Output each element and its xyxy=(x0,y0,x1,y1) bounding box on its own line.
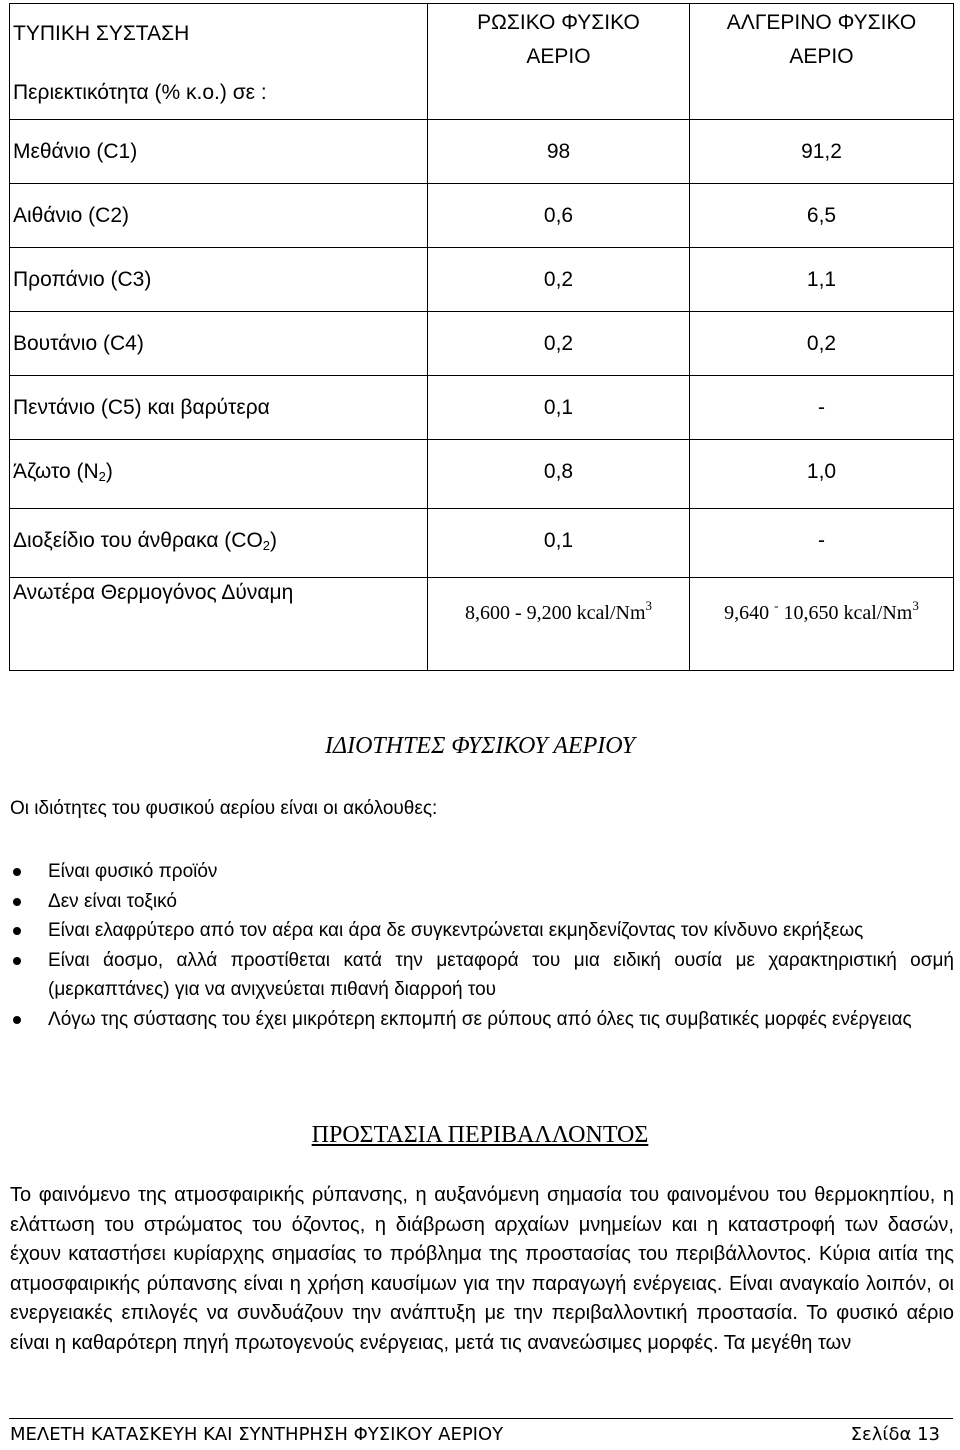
bullet-icon xyxy=(13,1016,21,1024)
row-label-subscript: 2 xyxy=(262,538,271,553)
table-row xyxy=(10,376,954,440)
row-label-close: ) xyxy=(270,529,278,552)
row-label: Αιθάνιο (C2) xyxy=(10,184,428,248)
russian-heating-value xyxy=(428,578,690,671)
algerian-value: 0,2 xyxy=(690,312,954,376)
row-label: Μεθάνιο (C1) xyxy=(10,120,428,184)
header-cell-algerian xyxy=(690,4,954,120)
row-label-text: Διοξείδιο του άνθρακα (CO xyxy=(13,529,263,552)
row-label xyxy=(10,440,428,509)
properties-title: ΙΔΙΟΤΗΤΕΣ ΦΥΣΙΚΟΥ ΑΕΡΙΟΥ xyxy=(325,733,635,759)
table-header-row xyxy=(10,4,954,120)
algerian-heating-value xyxy=(690,578,954,671)
header-russian-line1: ΡΩΣΙΚΟ ΦΥΣΙΚΟ xyxy=(477,11,640,34)
table-row-heating-value xyxy=(10,578,954,671)
footer-page-number: Σελίδα 13 xyxy=(850,1424,940,1445)
list-item-text: Είναι φυσικό προϊόν xyxy=(48,861,218,882)
table-row xyxy=(10,440,954,509)
algerian-heating-text-b: 10,650 kcal/Nm xyxy=(778,602,913,624)
list-item xyxy=(10,887,954,917)
row-label-text: Άζωτο (N xyxy=(13,460,99,483)
row-label xyxy=(10,509,428,578)
russian-value: 98 xyxy=(428,120,690,184)
composition-table xyxy=(9,3,954,671)
header-algerian-line1: ΑΛΓΕΡΙΝΟ ΦΥΣΙΚΟ xyxy=(726,11,917,34)
list-item xyxy=(10,916,954,946)
algerian-value: - xyxy=(690,509,954,578)
row-label: Βουτάνιο (C4) xyxy=(10,312,428,376)
properties-list xyxy=(10,857,954,1034)
list-item-text: Είναι ελαφρύτερο από τον αέρα και άρα δε συγκεντρώνεται εκμηδενίζοντας τον κίνδυνο εκρήξεως xyxy=(48,920,864,941)
table-row xyxy=(10,509,954,578)
row-label-subscript: 2 xyxy=(98,469,106,484)
page-footer xyxy=(10,1424,940,1445)
table-row xyxy=(10,184,954,248)
russian-value: 0,1 xyxy=(428,509,690,578)
russian-heating-sup: 3 xyxy=(645,598,653,613)
bullet-icon xyxy=(13,957,21,965)
algerian-value: 1,0 xyxy=(690,440,954,509)
list-item-text: Είναι άοσμο, αλλά προστίθεται κατά την μεταφορά του μια ειδική ουσία με χαρακτηριστική οσμή (μερκαπτάνες) για να ανιχνεύεται πιθανή διαρροή του xyxy=(48,949,954,1000)
algerian-heating-text-a: 9,640 xyxy=(724,602,775,624)
algerian-value: 91,2 xyxy=(690,120,954,184)
row-label: Προπάνιο (C3) xyxy=(10,248,428,312)
list-item xyxy=(10,857,954,887)
list-item xyxy=(10,1005,954,1035)
row-label-close: ) xyxy=(105,460,113,483)
list-item-text: Δεν είναι τοξικό xyxy=(48,890,177,912)
russian-value: 0,1 xyxy=(428,376,690,440)
header-cell-composition xyxy=(10,4,428,120)
algerian-heating-dash: - xyxy=(774,598,779,613)
properties-intro: Οι ιδιότητες του φυσικού αερίου είναι οι ακόλουθες: xyxy=(10,798,438,819)
algerian-value: - xyxy=(690,376,954,440)
table-row xyxy=(10,120,954,184)
footer-divider xyxy=(9,1418,953,1419)
list-item xyxy=(10,946,954,1005)
algerian-value: 1,1 xyxy=(690,248,954,312)
russian-value: 0,2 xyxy=(428,312,690,376)
russian-value: 0,6 xyxy=(428,184,690,248)
table-row xyxy=(10,248,954,312)
environment-title: ΠΡΟΣΤΑΣΙΑ ΠΕΡΙΒΑΛΛΟΝΤΟΣ xyxy=(311,1122,649,1148)
list-item-text: Λόγω της σύστασης του έχει μικρότερη εκπομπή σε ρύπους από όλες τις συμβατικές μορφές ενέργειας xyxy=(48,1008,912,1030)
header-content-unit: Περιεκτικότητα (% κ.ο.) σε : xyxy=(13,81,267,104)
table-row xyxy=(10,312,954,376)
russian-value: 0,8 xyxy=(428,440,690,509)
environment-paragraph: Το φαινόμενο της ατμοσφαιρικής ρύπανσης, η αυξανόμενη σημασία του φαινομένου του θερμοκηπίου, η ελάττωση του στρώματος του όζοντος, η διάβρωση αρχαίων μνημείων και η καταστροφή των δασών, έχουν καταστήσει κυρίαρχης σημασίας το πρόβλημα της προστασίας του περιβάλλοντος. Κύρια αιτία της ατμοσφαιρικής ρύπανσης είναι η χρήση καυσίμων για την παραγωγή ενέργειας. Είναι αναγκαίο λοιπόν, οι ενεργειακές επιλογές να συνδυάζουν την ανάπτυξη με την περιβαλλοντική προστασία. Το φυσικό αέριο είναι η καθαρότερη πηγή πρωτογενούς ενέργειας, μετά τις ανανεώσιμες μορφές. Τα μεγέθη των xyxy=(10,1184,954,1354)
russian-value: 0,2 xyxy=(428,248,690,312)
bullet-icon xyxy=(13,868,21,876)
header-russian-line2: ΑΕΡΙΟ xyxy=(526,45,591,68)
row-label: Πεντάνιο (C5) και βαρύτερα xyxy=(10,376,428,440)
bullet-icon xyxy=(13,898,21,906)
header-typical-composition: ΤΥΠΙΚΗ ΣΥΣΤΑΣΗ xyxy=(13,22,190,45)
header-cell-russian xyxy=(428,4,690,120)
row-label: Ανωτέρα Θερμογόνος Δύναμη xyxy=(10,578,428,671)
bullet-icon xyxy=(13,927,21,935)
header-algerian-line2: ΑΕΡΙΟ xyxy=(789,45,854,68)
algerian-heating-sup: 3 xyxy=(912,598,919,613)
footer-document-title: ΜΕΛΕΤΗ ΚΑΤΑΣΚΕΥΗ ΚΑΙ ΣΥΝΤΗΡΗΣΗ ΦΥΣΙΚΟΥ ΑΕΡΙΟΥ xyxy=(10,1424,504,1445)
russian-heating-text: 8,600 - 9,200 kcal/Nm xyxy=(464,602,646,624)
algerian-value: 6,5 xyxy=(690,184,954,248)
